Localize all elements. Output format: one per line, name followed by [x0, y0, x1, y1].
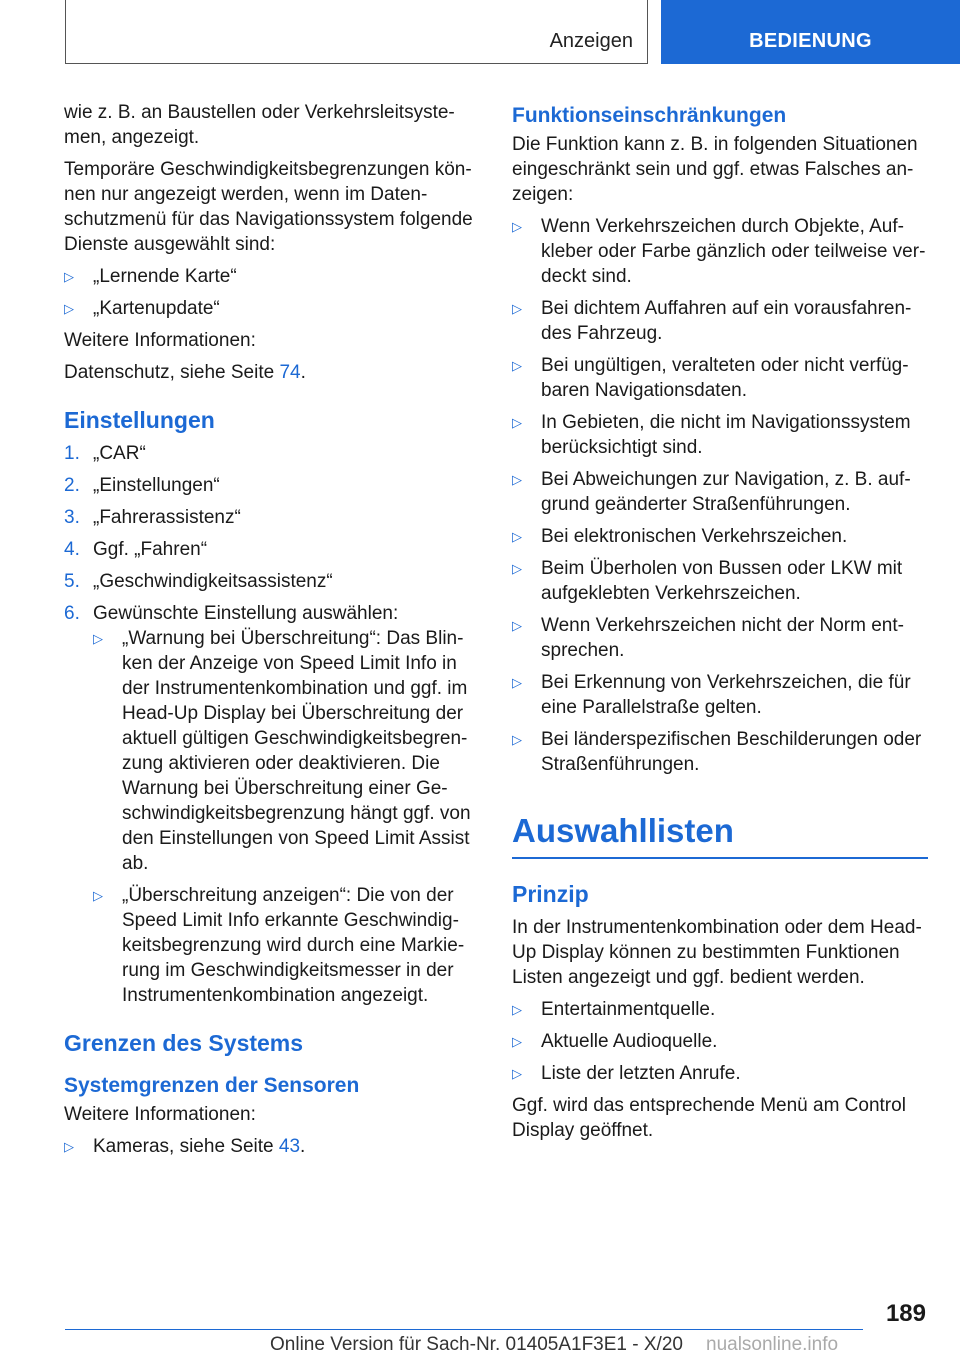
paragraph: Weitere Informationen: [64, 330, 256, 351]
list-item: ▷ Bei dichtem Auffahren auf ein vorausfahren‐des Fahrzeug. [512, 298, 912, 344]
triangle-bullet-icon: ▷ [93, 888, 103, 903]
list-item: ▷ „Überschreitung anzeigen“: Die von der Speed Limit Info erkannte Geschwindig‐keitsbegrenzung wird durch eine Markie‐rung im Geschwindigkeitsmesser in der Instrumentenkombination angezeigt. [93, 885, 465, 1006]
triangle-bullet-icon: ▷ [512, 472, 522, 487]
triangle-bullet-icon: ▷ [64, 301, 74, 316]
settings-steps [64, 441, 482, 1008]
paragraph: Weitere Informationen: [64, 1104, 256, 1125]
triangle-bullet-icon: ▷ [512, 301, 522, 316]
list-item: ▷ Kameras, siehe Seite 43. [64, 1136, 306, 1157]
list-item: ▷ Wenn Verkehrszeichen durch Objekte, Auf‐kleber oder Farbe gänzlich oder teilweise ver‐deckt sind. [512, 216, 926, 287]
list-item: ▷ In Gebieten, die nicht im Navigationssystem berücksichtigt sind. [512, 412, 911, 458]
selection-lists-heading: Auswahllisten [512, 811, 928, 859]
service-list [64, 264, 482, 321]
list-types [512, 997, 928, 1086]
list-item: ▷ Entertainmentquelle. [512, 999, 716, 1020]
list-item: ▷ Aktuelle Audioquelle. [512, 1031, 718, 1052]
page-number: 189 [885, 1300, 926, 1327]
footer-divider [65, 1329, 863, 1330]
paragraph: Datenschutz, siehe Seite 74. [64, 362, 306, 383]
list-item: ▷ Bei elektronischen Verkehrszeichen. [512, 526, 848, 547]
header-chapter-tab [661, 0, 960, 64]
triangle-bullet-icon: ▷ [512, 675, 522, 690]
triangle-bullet-icon: ▷ [512, 219, 522, 234]
paragraph: Die Funktion kann z. B. in folgenden Situationen eingeschränkt sein und ggf. etwas Falsches an‐zeigen: [512, 134, 918, 205]
right-column [512, 100, 928, 1150]
paragraph: Temporäre Geschwindigkeitsbegrenzungen kön‐nen nur angezeigt werden, wenn im Daten‐schutzmenü für das Navigationssystem folgende Dienste ausgewählt sind: [64, 159, 473, 255]
page-link-43[interactable]: 43 [278, 1136, 301, 1157]
left-column [64, 100, 482, 1166]
list-item: ▷ Liste der letzten Anrufe. [512, 1063, 741, 1084]
triangle-bullet-icon: ▷ [512, 1034, 522, 1049]
paragraph: Ggf. wird das entsprechende Menü am Control Display geöffnet. [512, 1095, 906, 1141]
header-section-title: Anzeigen [549, 30, 633, 52]
triangle-bullet-icon: ▷ [64, 269, 74, 284]
triangle-bullet-icon: ▷ [64, 1139, 74, 1154]
list-item: ▷ Bei länderspezifischen Beschilderungen oder Straßenführungen. [512, 729, 922, 775]
list-item: ▷ „Lernende Karte“ [64, 266, 237, 287]
step-item: 1. „CAR“ [64, 443, 146, 464]
header-chapter-title: BEDIENUNG [749, 30, 872, 52]
triangle-bullet-icon: ▷ [512, 1066, 522, 1081]
triangle-bullet-icon: ▷ [512, 358, 522, 373]
step-item: 2. „Einstellungen“ [64, 475, 220, 496]
paragraph: In der Instrumentenkombination oder dem Head-Up Display können zu bestimmten Funktionen Listen angezeigt und ggf. bedient werden. [512, 917, 922, 988]
paragraph: wie z. B. an Baustellen oder Verkehrsleitsyste‐men, angezeigt. [64, 102, 455, 148]
settings-heading: Einstellungen [64, 407, 215, 433]
triangle-bullet-icon: ▷ [512, 561, 522, 576]
step-item: 6. Gewünschte Einstellung auswählen: ▷ „Warnung bei Überschreitung“: Das Blin‐ken der Anzeige von Speed Limit Info in der Instrumentenkombination und ggf. im Head-Up Display bei Überschreitung der aktuell gültigen Geschwindigkeitsbegren‐zung aktivieren oder deaktivieren. Die Warnung bei Überschreitung einer Ge‐schwindigkeitsbegrenzung hängt ggf. von den Einstellungen von Speed Limit Assist ab. ▷ „Überschreitung anzeigen“: Die von der Speed Limit Info erkannte Geschwindig‐keitsbegrenzung wird durch eine Markie‐rung im Geschwindigkeitsmesser in der Instrumentenkombination angezeigt. [64, 601, 482, 1008]
triangle-bullet-icon: ▷ [512, 732, 522, 747]
triangle-bullet-icon: ▷ [512, 618, 522, 633]
situation-list [512, 214, 928, 777]
list-item: ▷ Wenn Verkehrszeichen nicht der Norm ent‐sprechen. [512, 615, 904, 661]
step-item: 5. „Geschwindigkeitsassistenz“ [64, 571, 333, 592]
triangle-bullet-icon: ▷ [512, 1002, 522, 1017]
limits-heading: Grenzen des Systems [64, 1030, 304, 1056]
step-item: 4. Ggf. „Fahren“ [64, 539, 208, 560]
list-item: ▷ „Kartenupdate“ [64, 298, 220, 319]
list-item: ▷ Bei Erkennung von Verkehrszeichen, die für eine Parallelstraße gelten. [512, 672, 911, 718]
triangle-bullet-icon: ▷ [512, 415, 522, 430]
reference-list [64, 1134, 482, 1159]
watermark: nualsonline.info [706, 1334, 839, 1355]
triangle-bullet-icon: ▷ [93, 631, 103, 646]
list-item: ▷ Bei ungültigen, veralteten oder nicht verfüg‐baren Navigationsdaten. [512, 355, 909, 401]
list-item: ▷ „Warnung bei Überschreitung“: Das Blin‐ken der Anzeige von Speed Limit Info in der Instrumentenkombination und ggf. im Head-Up Display bei Überschreitung der aktuell gültigen Geschwindigkeitsbegren‐zung aktivieren oder deaktivieren. Die Warnung bei Überschreitung einer Ge‐schwindigkeitsbegrenzung hängt ggf. von den Einstellungen von Speed Limit Assist ab. [93, 628, 471, 874]
function-limits-heading: Funktionseinschränkungen [512, 104, 787, 127]
triangle-bullet-icon: ▷ [512, 529, 522, 544]
header-section-box [65, 0, 648, 64]
page-link-74[interactable]: 74 [279, 362, 301, 383]
footer-online-version: Online Version für Sach-Nr. 01405A1F3E1 - X/20 [270, 1334, 683, 1355]
list-item: ▷ Beim Überholen von Bussen oder LKW mit aufgeklebten Verkehrszeichen. [512, 558, 903, 604]
list-item: ▷ Bei Abweichungen zur Navigation, z. B. auf‐grund geänderter Straßenführungen. [512, 469, 911, 515]
sensor-limits-heading: Systemgrenzen der Sensoren [64, 1074, 360, 1097]
principle-heading: Prinzip [512, 881, 589, 907]
option-list [93, 626, 482, 1008]
step-item: 3. „Fahrerassistenz“ [64, 507, 241, 528]
